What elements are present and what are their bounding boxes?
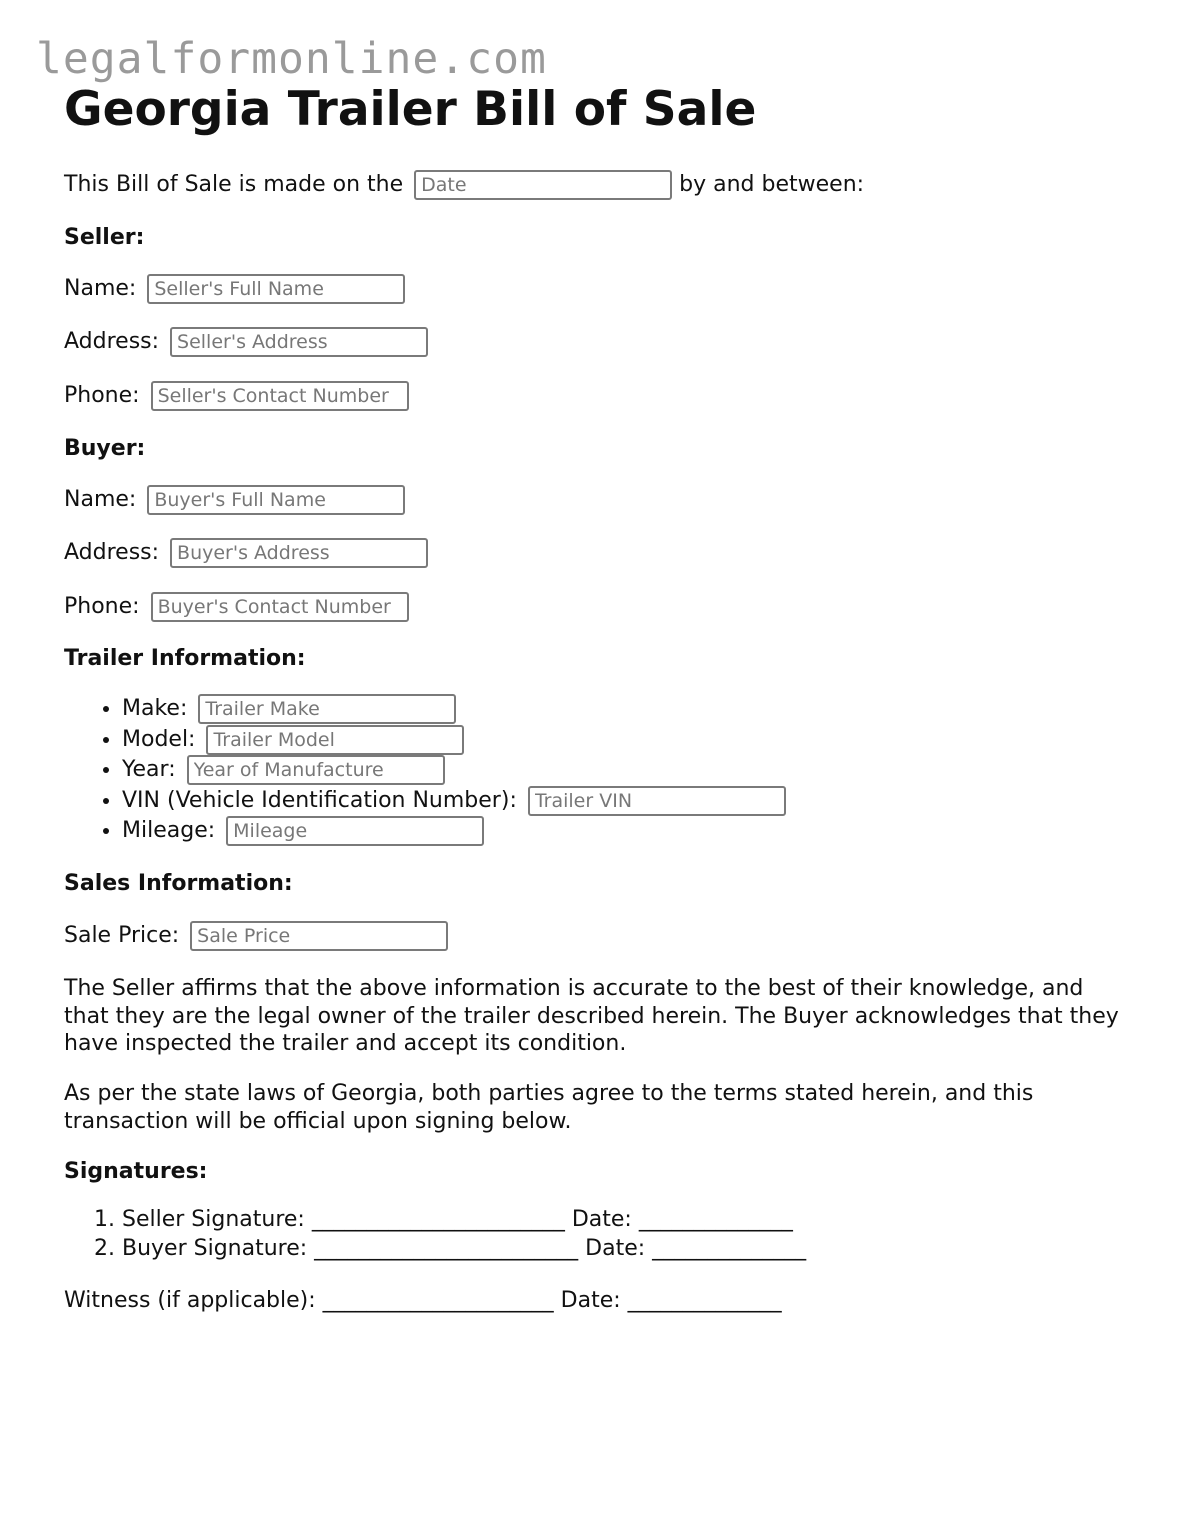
sales-heading: Sales Information:: [64, 871, 293, 896]
seller-phone-input[interactable]: [151, 381, 409, 411]
intro-text-before: This Bill of Sale is made on the: [64, 172, 404, 197]
make-input[interactable]: [198, 694, 456, 724]
signatures-heading: Signatures:: [64, 1159, 208, 1184]
watermark: legalformonline.com: [36, 34, 547, 84]
intro-line: [64, 170, 864, 200]
buyer-phone-row: [64, 592, 409, 622]
model-label: Model:: [122, 726, 196, 752]
buyer-heading: Buyer:: [64, 436, 146, 461]
buyer-address-row: [64, 538, 428, 568]
agreement-paragraph: As per the state laws of Georgia, both parties agree to the terms stated herein, and this transaction will be official upon signing below.: [64, 1081, 1034, 1134]
seller-phone-row: [64, 381, 409, 411]
list-item: [122, 694, 786, 725]
buyer-address-label: Address:: [64, 540, 160, 565]
intro-text-after: by and between:: [679, 172, 865, 197]
seller-address-row: [64, 327, 428, 357]
seller-name-input[interactable]: [147, 274, 405, 304]
seller-name-label: Name:: [64, 276, 137, 301]
list-item: [122, 786, 786, 817]
buyer-phone-input[interactable]: [151, 592, 409, 622]
affirmation-paragraph: The Seller affirms that the above information is accurate to the best of their knowledge, and that they are the legal owner of the trailer described herein. The Buyer acknowledges that they have inspected the trailer and accept its condition.: [64, 976, 1119, 1056]
sale-price-input[interactable]: [190, 921, 448, 951]
seller-address-label: Address:: [64, 329, 160, 354]
year-label: Year:: [122, 757, 176, 782]
buyer-address-input[interactable]: [170, 538, 428, 568]
buyer-phone-label: Phone:: [64, 594, 140, 619]
vin-input[interactable]: [528, 786, 786, 816]
signature-list: [64, 1206, 806, 1263]
seller-heading: Seller:: [64, 225, 145, 250]
seller-phone-label: Phone:: [64, 383, 140, 408]
sale-price-row: [64, 921, 448, 951]
list-item: [122, 725, 786, 756]
sale-price-label: Sale Price:: [64, 923, 180, 948]
list-item: [122, 816, 786, 847]
year-input[interactable]: [187, 755, 445, 785]
seller-signature-line: 1. Seller Signature: _______________________ Date: ______________: [122, 1206, 806, 1235]
witness-signature-line: Witness (if applicable): _____________________ Date: ______________: [64, 1288, 782, 1313]
buyer-name-row: [64, 485, 405, 515]
trailer-info-list: [64, 694, 786, 847]
date-input[interactable]: [414, 170, 672, 200]
buyer-name-input[interactable]: [147, 485, 405, 515]
model-input[interactable]: [206, 725, 464, 755]
buyer-name-label: Name:: [64, 487, 137, 512]
trailer-heading: Trailer Information:: [64, 646, 306, 671]
page-title: Georgia Trailer Bill of Sale: [64, 82, 757, 137]
mileage-input[interactable]: [226, 816, 484, 846]
list-item: [122, 755, 786, 786]
buyer-signature-line: 2. Buyer Signature: ________________________ Date: ______________: [122, 1235, 806, 1264]
mileage-label: Mileage:: [122, 818, 216, 843]
make-label: Make:: [122, 696, 188, 721]
seller-address-input[interactable]: [170, 327, 428, 357]
seller-name-row: [64, 274, 405, 304]
vin-label: VIN (Vehicle Identification Number):: [122, 787, 517, 813]
